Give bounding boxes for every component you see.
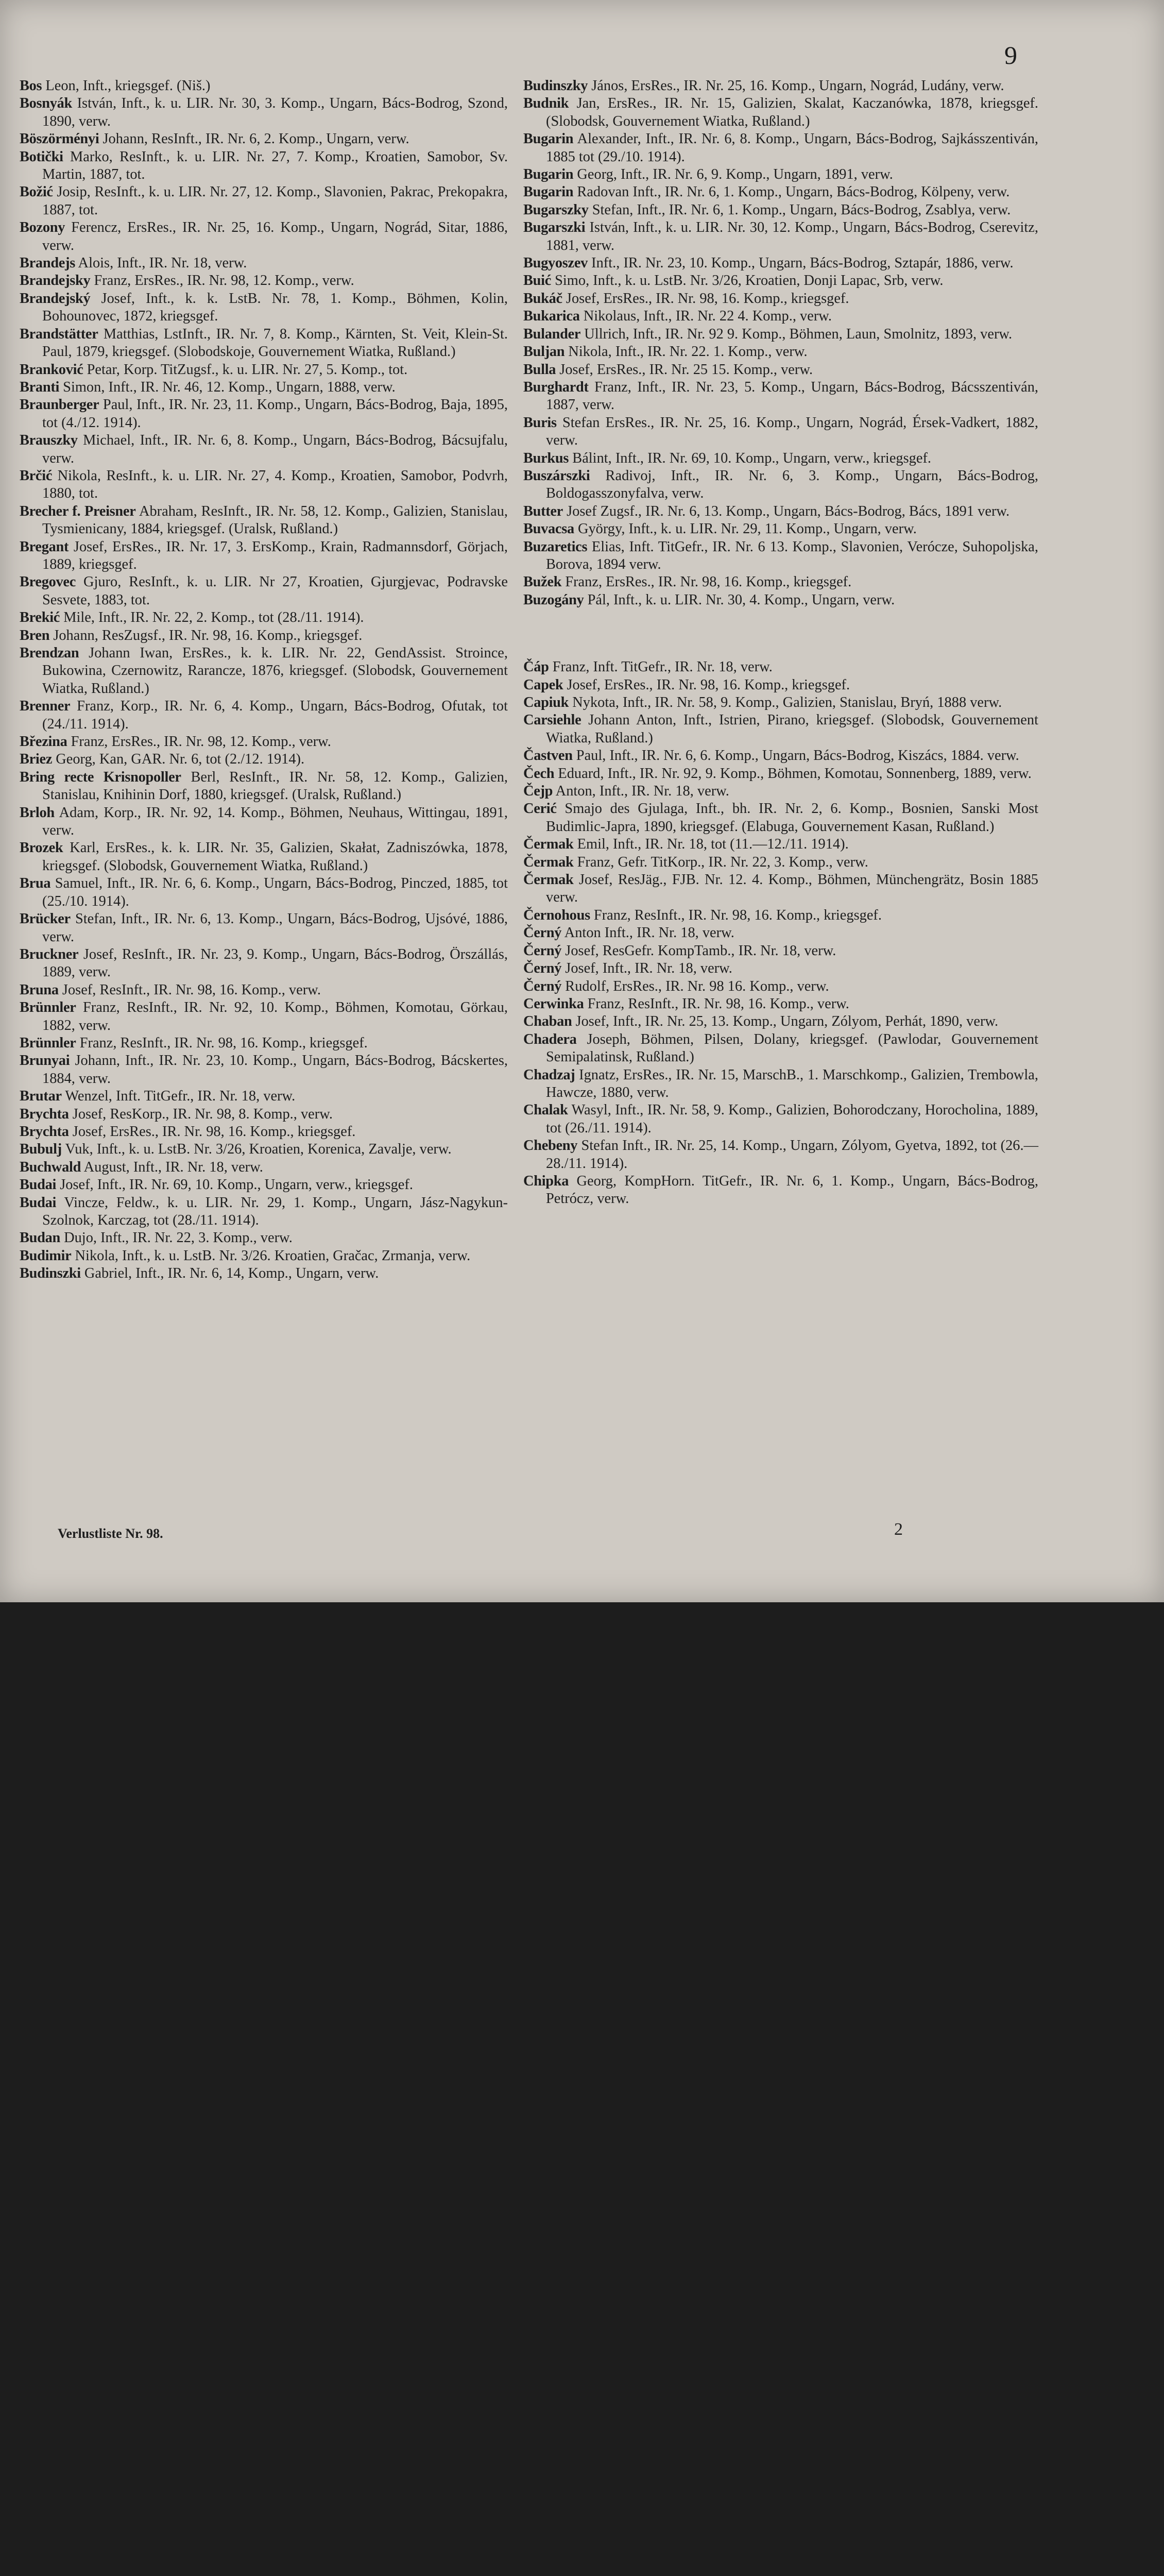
list-entry	[20, 1247, 508, 1265]
entry-surname: Botički	[20, 148, 63, 165]
list-entry	[20, 1229, 508, 1247]
entry-details: Vuk, Inft., k. u. LstB. Nr. 3/26, Kroatien, Korenica, Zavalje, verw.	[61, 1141, 452, 1158]
entry-surname: Bregant	[20, 538, 69, 555]
entry-surname: Bubulj	[20, 1141, 62, 1158]
entry-details: Inft., IR. Nr. 23, 10. Komp., Ungarn, Bács-Bodrog, Sztapár, 1886, verw.	[588, 255, 1014, 272]
list-entry	[20, 396, 508, 432]
list-entry	[523, 854, 1038, 871]
list-entry	[20, 627, 508, 645]
entry-details: Samuel, Inft., IR. Nr. 6, 6. Komp., Ungarn, Bács-Bodrog, Pinczed, 1885, tot (25./10. 1914).	[42, 875, 508, 909]
entry-surname: Brünnler	[20, 999, 76, 1016]
entry-surname: Bukarica	[523, 308, 580, 325]
list-entry	[20, 1088, 508, 1105]
entry-surname: Brozek	[20, 840, 63, 856]
list-entry	[20, 999, 508, 1035]
entry-details: Stefan, Inft., IR. Nr. 6, 1. Komp., Ungarn, Bács-Bodrog, Zsablya, verw.	[588, 201, 1011, 218]
entries-b	[523, 77, 1038, 609]
entry-details: Gabriel, Inft., IR. Nr. 6, 14, Komp., Ungarn, verw.	[80, 1265, 379, 1282]
list-entry	[523, 978, 1038, 995]
entry-surname: Brunyai	[20, 1053, 70, 1069]
list-entry	[20, 1265, 508, 1282]
entry-details: János, ErsRes., IR. Nr. 25, 16. Komp., Ungarn, Nográd, Ludány, verw.	[588, 78, 1004, 94]
entry-surname: Chadzaj	[523, 1066, 575, 1083]
entry-details: Alois, Inft., IR. Nr. 18, verw.	[75, 255, 247, 272]
entry-surname: Budnik	[523, 95, 569, 112]
entry-surname: Cerić	[523, 801, 557, 817]
entry-surname: Bruna	[20, 981, 59, 998]
entry-details: Vincze, Feldw., k. u. LIR. Nr. 29, 1. Komp., Ungarn, Jász-Nagykun-Szolnok, Karczag, tot (28./11. 1914).	[42, 1194, 508, 1228]
entry-details: Josef, ResGefr. KompTamb., IR. Nr. 18, verw.	[561, 942, 836, 959]
entry-surname: Bosnyák	[20, 95, 73, 112]
list-entry	[523, 694, 1038, 711]
entry-details: Josef, ErsRes., IR. Nr. 98, 16. Komp., kriegsgef.	[563, 676, 850, 693]
list-entry	[20, 361, 508, 379]
entry-surname: Budan	[20, 1230, 61, 1246]
entry-details: Franz, ErsRes., IR. Nr. 98, 12. Komp., verw.	[90, 273, 354, 289]
list-entry	[20, 503, 508, 538]
list-entry	[523, 183, 1038, 201]
entry-details: Georg, Inft., IR. Nr. 6, 9. Komp., Ungarn, 1891, verw.	[573, 166, 893, 183]
entry-details: Ullrich, Inft., IR. Nr. 92 9. Komp., Böhmen, Laun, Smolnitz, 1893, verw.	[580, 326, 1013, 342]
entry-surname: Budinszki	[20, 1265, 81, 1282]
entry-details: Rudolf, ErsRes., IR. Nr. 98 16. Komp., verw.	[561, 978, 829, 994]
entry-details: Josef, Inft., k. k. LstB. Nr. 78, 1. Komp., Böhmen, Kolin, Bohounovec, 1872, kriegsgef.	[42, 290, 508, 325]
list-entry	[523, 1137, 1038, 1173]
entry-details: Franz, ErsRes., IR. Nr. 98, 12. Komp., verw.	[67, 734, 331, 750]
entry-details: Josef, ErsRes., IR. Nr. 98, 16. Komp., kriegsgef.	[69, 1123, 356, 1140]
entry-surname: Brendzan	[20, 645, 79, 661]
entry-surname: Budai	[20, 1177, 57, 1193]
entry-details: Nikola, Inft., k. u. LstB. Nr. 3/26. Kroatien, Gračac, Zrmanja, verw.	[71, 1247, 471, 1264]
list-entry	[20, 272, 508, 290]
entry-details: Marko, ResInft., k. u. LIR. Nr. 27, 7. Komp., Kroatien, Samobor, Sv. Martin, 1887, tot.	[42, 148, 508, 183]
viewer-bar	[0, 1602, 1164, 1701]
entry-details: Nikola, ResInft., k. u. LIR. Nr. 27, 4. Komp., Kroatien, Samobor, Podvrh, 1880, tot.	[42, 467, 508, 502]
entry-details: Georg, Kan, GAR. Nr. 6, tot (2./12. 1914).	[52, 751, 305, 768]
entry-surname: Černý	[523, 978, 562, 994]
entry-surname: Bukáč	[523, 290, 562, 307]
entry-details: Josef, ResInft., IR. Nr. 98, 16. Komp., verw.	[58, 981, 321, 998]
entry-details: Josef, ErsRes., IR. Nr. 17, 3. ErsKomp., Krain, Radmannsdorf, Görjach, 1889, kriegsgef.	[42, 538, 508, 572]
entry-details: Mile, Inft., IR. Nr. 22, 2. Komp., tot (28./11. 1914).	[60, 609, 364, 626]
entry-details: Bálint, Inft., IR. Nr. 69, 10. Komp., Ungarn, verw., kriegsgef.	[569, 450, 932, 466]
list-entry	[20, 130, 508, 148]
entry-details: Nikola, Inft., IR. Nr. 22. 1. Komp., verw.	[564, 344, 808, 360]
entry-surname: Brandejský	[20, 290, 91, 307]
entry-details: Paul, Inft., IR. Nr. 23, 11. Komp., Ungarn, Bács-Bodrog, Baja, 1895, tot (4./12. 1914).	[42, 397, 508, 431]
entry-details: Smajo des Gjulaga, Inft., bh. IR. Nr. 2, 6. Komp., Bosnien, Sanski Most Budimlic-Japra, 1890, kriegsgef. (Elabuga, Gouvernement Kasan, Rußland.)	[546, 801, 1038, 835]
entry-details: Johann, Inft., IR. Nr. 23, 10. Komp., Ungarn, Bács-Bodrog, Bácskertes, 1884, verw.	[42, 1053, 508, 1087]
list-entry	[20, 219, 508, 255]
entry-surname: Brenner	[20, 698, 71, 715]
entry-surname: Brandstätter	[20, 326, 98, 342]
entry-details: Paul, Inft., IR. Nr. 6, 6. Komp., Ungarn, Bács-Bodrog, Kiszács, 1884. verw.	[572, 748, 1019, 764]
list-entry	[523, 467, 1038, 503]
entry-surname: Chebeny	[523, 1138, 578, 1154]
list-entry	[20, 95, 508, 130]
entry-surname: Bulla	[523, 361, 556, 378]
list-entry	[523, 166, 1038, 183]
list-entry	[523, 747, 1038, 765]
list-entry	[20, 769, 508, 804]
list-entry	[523, 450, 1038, 467]
entry-details: István, Inft., k. u. LIR. Nr. 30, 12. Komp., Ungarn, Bács-Bodrog, Cserevitz, 1881, verw.	[546, 219, 1038, 253]
entry-details: Ignatz, ErsRes., IR. Nr. 15, MarschB., 1. Marschkomp., Galizien, Trembowla, Hawcze, 1880, verw.	[546, 1066, 1038, 1100]
entry-surname: Čejp	[523, 783, 553, 800]
list-entry	[523, 503, 1038, 520]
list-entry	[523, 520, 1038, 538]
entry-details: Josef, ErsRes., IR. Nr. 98, 16. Komp., kriegsgef.	[562, 290, 849, 307]
entry-surname: Bregovec	[20, 574, 76, 590]
list-entry	[20, 946, 508, 981]
entry-details: Johann Anton, Inft., Istrien, Pirano, kriegsgef. (Slobodsk, Gouvernement Wiatka, Rußland.)	[546, 712, 1038, 746]
entry-surname: Čáp	[523, 659, 549, 675]
list-entry	[20, 1194, 508, 1230]
entry-surname: Brücker	[20, 911, 71, 927]
entry-surname: Budinszky	[523, 78, 588, 94]
entry-surname: Capiuk	[523, 694, 569, 710]
entry-surname: Brekić	[20, 609, 60, 626]
entry-details: István, Inft., k. u. LIR. Nr. 30, 3. Komp., Ungarn, Bács-Bodrog, Szond, 1890, verw.	[42, 95, 508, 129]
list-entry	[20, 1176, 508, 1194]
entry-details: Alexander, Inft., IR. Nr. 6, 8. Komp., Ungarn, Bács-Bodrog, Sajkásszentiván, 1885 tot (29./10. 1914).	[546, 131, 1038, 165]
entry-surname: Buzogány	[523, 591, 584, 608]
entry-details: Josef, ResKorp., IR. Nr. 98, 8. Komp., verw.	[69, 1106, 333, 1122]
entry-details: Berl, ResInft., IR. Nr. 58, 12. Komp., Galizien, Stanislau, Knihinin Dorf, 1880, kriegsgef. (Uralsk, Rußland.)	[42, 769, 508, 803]
list-entry	[523, 308, 1038, 325]
entry-details: Emil, Inft., IR. Nr. 18, tot (11.—12./11. 1914).	[573, 836, 849, 853]
entry-details: Josef, ResInft., IR. Nr. 23, 9. Komp., Ungarn, Bács-Bodrog, Örszállás, 1889, verw.	[42, 946, 508, 980]
entry-surname: Černohous	[523, 907, 590, 923]
list-entry	[523, 800, 1038, 836]
list-entry	[20, 148, 508, 184]
entry-details: Josef, ErsRes., IR. Nr. 25 15. Komp., verw.	[556, 361, 813, 378]
entry-surname: Branti	[20, 379, 60, 395]
entry-surname: Budimir	[20, 1247, 72, 1264]
entry-surname: Častven	[523, 748, 573, 764]
entry-surname: Böszörményi	[20, 131, 99, 147]
entries-c	[523, 658, 1038, 1208]
list-entry	[523, 95, 1038, 130]
entry-details: Radivoj, Inft., IR. Nr. 6, 3. Komp., Ungarn, Bács-Bodrog, Boldogasszonyfalva, verw.	[546, 467, 1038, 502]
entry-details: Josef, Inft., IR. Nr. 18, verw.	[561, 960, 732, 977]
entry-surname: Buszárszki	[523, 467, 590, 484]
list-entry	[20, 379, 508, 396]
list-entry	[523, 379, 1038, 414]
list-entry	[523, 676, 1038, 694]
entry-details: Joseph, Böhmen, Pilsen, Dolany, kriegsgef. (Pawlodar, Gouvernement Semipalatinsk, Rußland.)	[546, 1031, 1038, 1065]
page-number: 9	[1004, 41, 1017, 70]
signature-mark: 2	[894, 1520, 903, 1539]
list-entry	[523, 1031, 1038, 1066]
entry-details: Adam, Korp., IR. Nr. 92, 14. Komp., Böhmen, Neuhaus, Wittingau, 1891, verw.	[42, 804, 508, 839]
list-footer: Verlustliste Nr. 98.	[58, 1526, 163, 1541]
entry-surname: Buić	[523, 273, 552, 289]
list-entry	[523, 361, 1038, 379]
entry-surname: Bugarin	[523, 166, 574, 183]
list-entry	[523, 591, 1038, 609]
entry-surname: Buzaretics	[523, 538, 588, 555]
entry-details: Franz, Korp., IR. Nr. 6, 4. Komp., Ungarn, Bács-Bodrog, Ofutak, tot (24./11. 1914).	[42, 698, 508, 732]
entry-details: Dujo, Inft., IR. Nr. 22, 3. Komp., verw.	[60, 1230, 293, 1246]
entry-surname: Čech	[523, 765, 555, 782]
entry-details: Simon, Inft., IR. Nr. 46, 12. Komp., Ungarn, 1888, verw.	[59, 379, 396, 395]
entry-details: Franz, ResInft., IR. Nr. 98, 16. Komp., verw.	[584, 995, 849, 1012]
list-entry	[523, 995, 1038, 1013]
entry-surname: Chipka	[523, 1173, 569, 1189]
left-column	[20, 77, 508, 1283]
entry-details: Franz, Inft., IR. Nr. 23, 5. Komp., Ungarn, Bács-Bodrog, Bácsszentiván, 1887, verw.	[546, 379, 1038, 413]
list-entry	[523, 290, 1038, 308]
entry-surname: Brloh	[20, 804, 55, 821]
entry-surname: Brandejsky	[20, 273, 91, 289]
entry-surname: Briez	[20, 751, 53, 768]
list-entry	[20, 698, 508, 733]
entry-surname: Budai	[20, 1194, 57, 1211]
entry-details: Josip, ResInft., k. u. LIR. Nr. 27, 12. Komp., Slavonien, Pakrac, Prekopakra, 1887, tot.	[42, 184, 508, 218]
entry-surname: Braunberger	[20, 397, 99, 413]
entry-details: Pál, Inft., k. u. LIR. Nr. 30, 4. Komp., Ungarn, verw.	[584, 591, 895, 608]
entry-surname: Brychta	[20, 1123, 69, 1140]
entry-details: Karl, ErsRes., k. k. LIR. Nr. 35, Galizien, Skałat, Zadniszówka, 1878, kriegsgef. (Slobodsk, Gouvernement Wiatka, Rußland.)	[42, 840, 508, 874]
list-entry	[20, 839, 508, 875]
list-entry	[523, 765, 1038, 783]
entry-details: Gjuro, ResInft., k. u. LIR. Nr 27, Kroatien, Gjurgjevac, Podravske Sesvete, 1883, tot.	[42, 574, 508, 608]
entry-details: Stefan, Inft., IR. Nr. 6, 13. Komp., Ungarn, Bács-Bodrog, Ujsóvé, 1886, verw.	[42, 911, 508, 945]
entry-details: Josef, Inft., IR. Nr. 25, 13. Komp., Ungarn, Zólyom, Perhát, 1890, verw.	[572, 1013, 999, 1030]
entry-details: Nikolaus, Inft., IR. Nr. 22 4. Komp., verw.	[579, 308, 832, 325]
entry-details: Nykota, Inft., IR. Nr. 58, 9. Komp., Galizien, Stanislau, Bryń, 1888 verw.	[569, 694, 1002, 710]
list-entry	[20, 326, 508, 361]
entry-surname: Burkus	[523, 450, 569, 466]
list-entry	[523, 1173, 1038, 1208]
entry-surname: Březina	[20, 734, 67, 750]
list-entry	[20, 290, 508, 326]
entry-details: Josef, Inft., IR. Nr. 69, 10. Komp., Ungarn, verw., kriegsgef.	[56, 1177, 413, 1193]
entry-surname: Buljan	[523, 344, 565, 360]
list-entry	[523, 960, 1038, 977]
entry-surname: Burghardt	[523, 379, 589, 395]
list-entry	[523, 1101, 1038, 1137]
list-entry	[20, 875, 508, 910]
entry-surname: Brua	[20, 875, 51, 892]
entry-surname: Čermak	[523, 872, 574, 888]
entry-details: Anton, Inft., IR. Nr. 18, verw.	[553, 783, 729, 800]
entry-surname: Buris	[523, 414, 557, 431]
entry-surname: Buvacsa	[523, 521, 574, 537]
entry-surname: Brauszky	[20, 432, 78, 449]
list-entry	[20, 1141, 508, 1158]
entry-surname: Brutar	[20, 1088, 62, 1105]
list-entry	[20, 538, 508, 574]
entry-surname: Branković	[20, 361, 83, 378]
list-entry	[20, 733, 508, 751]
entry-surname: Brandejs	[20, 255, 76, 272]
list-entry	[20, 1123, 508, 1141]
entry-surname: Butter	[523, 503, 563, 519]
entry-surname: Bring recte Krisnopoller	[20, 769, 181, 785]
list-entry	[523, 343, 1038, 361]
list-entry	[20, 1106, 508, 1123]
list-entry	[20, 910, 508, 946]
entry-details: Simo, Inft., k. u. LstB. Nr. 3/26, Kroatien, Donji Lapac, Srb, verw.	[551, 273, 944, 289]
entry-details: György, Inft., k. u. LIR. Nr. 29, 11. Komp., Ungarn, verw.	[574, 521, 917, 537]
entry-details: Franz, Gefr. TitKorp., IR. Nr. 22, 3. Komp., verw.	[573, 854, 868, 870]
entry-surname: Černý	[523, 960, 562, 977]
list-entry	[523, 658, 1038, 676]
entry-surname: Cerwinka	[523, 995, 584, 1012]
entry-details: Eduard, Inft., IR. Nr. 92, 9. Komp., Böhmen, Komotau, Sonnenberg, 1889, verw.	[554, 765, 1032, 782]
entry-details: Stefan Inft., IR. Nr. 25, 14. Komp., Ungarn, Zólyom, Gyetva, 1892, tot (26.—28./11. 1914).	[546, 1138, 1038, 1172]
entry-surname: Černý	[523, 942, 562, 959]
list-entry	[523, 201, 1038, 219]
entry-surname: Černý	[523, 925, 562, 941]
entry-surname: Carsiehle	[523, 712, 581, 728]
list-entry	[20, 432, 508, 467]
list-entry	[20, 751, 508, 768]
list-entry	[523, 414, 1038, 450]
entry-surname: Bulander	[523, 326, 581, 342]
list-entry	[523, 711, 1038, 747]
list-entry	[523, 836, 1038, 853]
entry-surname: Bugarin	[523, 131, 574, 147]
section-gap	[523, 609, 1038, 658]
list-entry	[523, 924, 1038, 942]
list-entry	[523, 1013, 1038, 1030]
entry-surname: Bugyoszev	[523, 255, 588, 272]
entry-details: Franz, ResInft., IR. Nr. 98, 16. Komp., kriegsgef.	[76, 1035, 368, 1051]
list-entry	[523, 871, 1038, 907]
list-entry	[20, 804, 508, 840]
entry-surname: Božić	[20, 184, 53, 200]
list-entry	[20, 609, 508, 626]
entry-surname: Buchwald	[20, 1159, 81, 1175]
entry-surname: Bruckner	[20, 946, 79, 962]
entry-details: Stefan ErsRes., IR. Nr. 25, 16. Komp., Ungarn, Nográd, Érsek-Vadkert, 1882, verw.	[546, 414, 1038, 449]
entry-details: Ferencz, ErsRes., IR. Nr. 25, 16. Komp., Ungarn, Nográd, Sitar, 1886, verw.	[42, 219, 508, 253]
entry-surname: Bos	[20, 78, 42, 94]
list-entry	[20, 573, 508, 609]
entry-surname: Brčić	[20, 467, 53, 484]
entry-details: Leon, Inft., kriegsgef. (Niš.)	[42, 78, 211, 94]
entry-surname: Brünnler	[20, 1035, 76, 1051]
entry-details: Wasyl, Inft., IR. Nr. 58, 9. Komp., Galizien, Bohorodczany, Horocholina, 1889, tot (26./11. 1914).	[546, 1102, 1038, 1136]
entry-surname: Chaban	[523, 1013, 572, 1030]
entry-details: Johann Iwan, ErsRes., k. k. LIR. Nr. 22, GendAssist. Stroince, Bukowina, Czernowitz, Rarancze, 1876, kriegsgef. (Slobodsk, Gouvernement Wiatka, Rußland.)	[42, 645, 508, 697]
entry-surname: Capek	[523, 676, 563, 693]
list-entry	[20, 1035, 508, 1052]
entry-surname: Čermak	[523, 854, 574, 870]
entry-details: Matthias, LstInft., IR. Nr. 7, 8. Komp., Kärnten, St. Veit, Klein-St. Paul, 1879, kriegsgef. (Slobodskoje, Gouvernement Wiatka, Rußland.)	[42, 326, 508, 360]
list-entry	[523, 326, 1038, 343]
entry-details: Johann, ResInft., IR. Nr. 6, 2. Komp., Ungarn, verw.	[99, 131, 409, 147]
list-entry	[20, 183, 508, 219]
entry-surname: Bozony	[20, 219, 65, 236]
entry-surname: Čermak	[523, 836, 574, 853]
entry-details: Georg, KompHorn. TitGefr., IR. Nr. 6, 1. Komp., Ungarn, Bács-Bodrog, Petrócz, verw.	[546, 1173, 1038, 1207]
list-entry	[20, 255, 508, 272]
entry-surname: Brychta	[20, 1106, 69, 1122]
list-entry	[523, 538, 1038, 574]
entry-surname: Chadera	[523, 1031, 577, 1047]
list-entry	[20, 645, 508, 698]
entry-details: Anton Inft., IR. Nr. 18, verw.	[561, 925, 734, 941]
list-entry	[523, 219, 1038, 255]
list-entry	[523, 1066, 1038, 1102]
entry-details: Johann, ResZugsf., IR. Nr. 98, 16. Komp., kriegsgef.	[49, 627, 363, 643]
list-entry	[523, 272, 1038, 290]
entry-surname: Bužek	[523, 574, 562, 590]
entry-surname: Bugarin	[523, 184, 574, 200]
list-entry	[523, 255, 1038, 272]
entry-surname: Brecher f. Preisner	[20, 503, 136, 519]
entry-details: Josef Zugsf., IR. Nr. 6, 13. Komp., Ungarn, Bács-Bodrog, Bács, 1891 verw.	[563, 503, 1010, 519]
entry-details: Franz, ResInft., IR. Nr. 98, 16. Komp., kriegsgef.	[590, 907, 882, 923]
entry-details: Michael, Inft., IR. Nr. 6, 8. Komp., Ungarn, Bács-Bodrog, Bácsujfalu, verw.	[42, 432, 508, 466]
entry-details: Jan, ErsRes., IR. Nr. 15, Galizien, Skalat, Kaczanówka, 1878, kriegsgef. (Slobodsk, Gouvernement Wiatka, Rußland.)	[546, 95, 1038, 129]
entry-details: August, Inft., IR. Nr. 18, verw.	[81, 1159, 263, 1175]
list-entry	[523, 783, 1038, 800]
entry-details: Abraham, ResInft., IR. Nr. 58, 12. Komp., Galizien, Stanislau, Tysmienicany, 1884, kriegsgef. (Uralsk, Rußland.)	[42, 503, 508, 537]
entry-surname: Bren	[20, 627, 50, 643]
list-entry	[20, 467, 508, 503]
list-entry	[523, 130, 1038, 166]
right-column	[523, 77, 1038, 1208]
list-entry	[20, 1052, 508, 1088]
entry-details: Elias, Inft. TitGefr., IR. Nr. 6 13. Komp., Slavonien, Verócze, Suhopoljska, Borova, 1894 verw.	[546, 538, 1038, 572]
entry-details: Franz, ResInft., IR. Nr. 92, 10. Komp., Böhmen, Komotau, Görkau, 1882, verw.	[42, 999, 508, 1033]
entry-surname: Bugarszky	[523, 201, 589, 218]
list-entry	[20, 1159, 508, 1176]
list-entry	[523, 573, 1038, 591]
entry-details: Franz, Inft. TitGefr., IR. Nr. 18, verw.	[549, 659, 773, 675]
entry-details: Josef, ResJäg., FJB. Nr. 12. 4. Komp., Böhmen, Münchengrätz, Bosin 1885 verw.	[546, 872, 1038, 906]
entry-details: Franz, ErsRes., IR. Nr. 98, 16. Komp., kriegsgef.	[561, 574, 852, 590]
entry-details: Wenzel, Inft. TitGefr., IR. Nr. 18, verw.	[61, 1088, 296, 1105]
list-entry	[523, 942, 1038, 960]
entry-details: Radovan Inft., IR. Nr. 6, 1. Komp., Ungarn, Bács-Bodrog, Kölpeny, verw.	[573, 184, 1010, 200]
list-entry	[20, 981, 508, 999]
list-entry	[20, 77, 508, 95]
entry-surname: Chalak	[523, 1102, 568, 1118]
entry-details: Petar, Korp. TitZugsf., k. u. LIR. Nr. 27, 5. Komp., tot.	[83, 361, 408, 378]
list-entry	[523, 77, 1038, 95]
list-entry	[523, 907, 1038, 924]
entry-surname: Bugarszki	[523, 219, 586, 236]
